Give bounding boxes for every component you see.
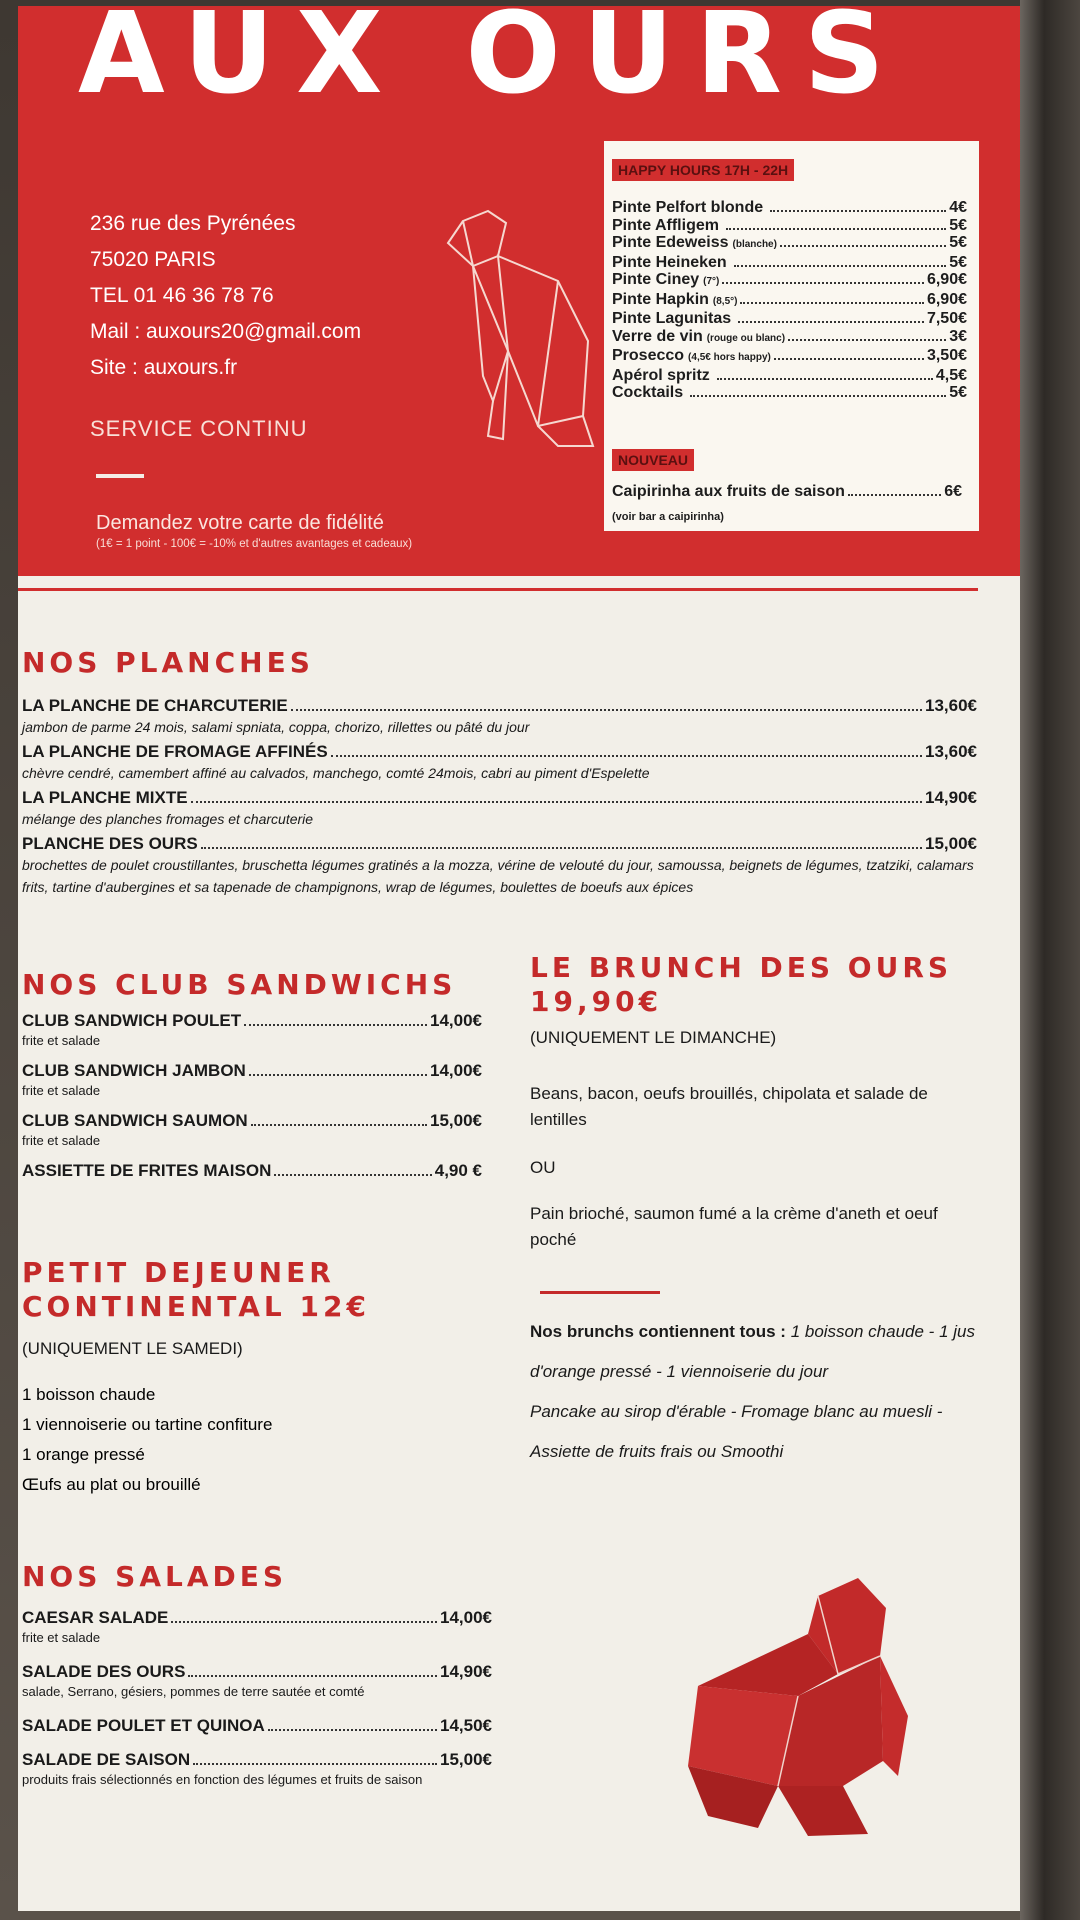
table-edge xyxy=(1020,0,1080,1920)
address-city: 75020 PARIS xyxy=(90,248,216,271)
leader-dots xyxy=(738,321,924,323)
drink-name: Pinte Hapkin xyxy=(612,290,709,308)
drink-price: 7,50€ xyxy=(926,310,967,327)
menu-item xyxy=(22,1161,482,1181)
menu-item xyxy=(22,1608,492,1648)
item-price: 14,00€ xyxy=(440,1608,492,1627)
petit-dejeuner-title: PETIT DEJEUNER xyxy=(22,1256,335,1289)
item-price: 14,00€ xyxy=(430,1011,482,1030)
leader-dots xyxy=(780,245,946,247)
drink-price: 5€ xyxy=(949,253,967,271)
drink-name: Pinte Lagunitas xyxy=(612,310,732,327)
item-name: PLANCHE DES OURS xyxy=(22,834,198,853)
drink-row xyxy=(612,367,967,385)
drink-row xyxy=(612,291,967,311)
item-name: ASSIETTE DE FRITES MAISON xyxy=(22,1161,272,1180)
leader-dots xyxy=(717,378,933,380)
origami-bear-outline-icon xyxy=(438,201,618,461)
drink-note: (rouge ou blanc) xyxy=(706,332,786,344)
clubs-section xyxy=(22,1011,482,1191)
drink-row xyxy=(612,234,967,254)
drink-name: Prosecco xyxy=(612,347,685,364)
menu-item xyxy=(22,1061,482,1101)
item-description: frite et salade xyxy=(22,1083,101,1098)
item-price: 13,60€ xyxy=(925,742,977,761)
brunch-section xyxy=(530,951,1000,1472)
brunch-rule xyxy=(540,1291,660,1294)
leader-dots xyxy=(770,210,946,212)
drink-row xyxy=(612,384,967,402)
item-name: LA PLANCHE DE CHARCUTERIE xyxy=(22,696,288,715)
drink-note: (blanche) xyxy=(732,239,777,250)
drink-price: 4,5€ xyxy=(935,366,967,384)
drink-name: Pinte Edeweiss xyxy=(612,234,729,251)
happy-hours-tag: HAPPY HOURS 17H - 22H xyxy=(612,159,794,181)
drink-price: 5€ xyxy=(949,384,967,401)
item-description: mélange des planches fromages et charcuterie xyxy=(22,811,314,827)
drink-price: 5€ xyxy=(949,234,967,251)
header-rule xyxy=(96,474,144,478)
brunch-includes-label: Nos brunchs contiennent tous : xyxy=(530,1322,786,1341)
item-description: frite et salade xyxy=(22,1630,101,1645)
drink-price: 3€ xyxy=(949,327,967,345)
drink-name: Verre de vin xyxy=(612,327,703,345)
drink-note: (8,5°) xyxy=(712,295,738,307)
item-price: 14,00€ xyxy=(430,1061,482,1080)
leader-dots xyxy=(726,228,946,230)
item-name: SALADE DES OURS xyxy=(22,1662,186,1681)
item-price: 4,90 € xyxy=(434,1161,482,1180)
drink-note: (7°) xyxy=(703,276,720,287)
item-price: 15,00€ xyxy=(925,834,977,853)
leader-dots xyxy=(274,1174,431,1176)
drink-price: 4€ xyxy=(949,199,967,216)
leader-dots xyxy=(690,395,946,397)
leader-dots xyxy=(722,282,924,284)
item-price: 14,50€ xyxy=(440,1716,492,1735)
brunch-title: LE BRUNCH DES OURS xyxy=(530,951,953,984)
petit-dejeuner-item: 1 boisson chaude xyxy=(22,1385,156,1404)
leader-dots xyxy=(251,1124,427,1126)
item-name: SALADE DE SAISON xyxy=(22,1750,191,1769)
drink-name: Apérol spritz xyxy=(612,366,710,384)
brunch-option-2: Pain brioché, saumon fumé a la crème d'aneth et oeuf poché xyxy=(530,1204,938,1249)
item-name: CLUB SANDWICH POULET xyxy=(22,1011,242,1030)
item-name: CAESAR SALADE xyxy=(22,1608,169,1627)
new-drink-note: (voir bar a caipirinha) xyxy=(612,511,724,523)
address-street: 236 rue des Pyrénées xyxy=(90,212,296,235)
drink-row xyxy=(612,328,967,348)
item-name: CLUB SANDWICH SAUMON xyxy=(22,1111,248,1130)
item-price: 15,00€ xyxy=(430,1111,482,1130)
drink-price: 5€ xyxy=(949,216,967,234)
item-price: 14,90€ xyxy=(925,788,977,807)
item-description: frite et salade xyxy=(22,1033,101,1048)
service-label: SERVICE CONTINU xyxy=(90,416,308,441)
menu-item xyxy=(22,1111,482,1151)
origami-bear-filled-icon xyxy=(668,1566,938,1866)
address-mail: Mail : auxours20@gmail.com xyxy=(90,320,362,343)
drink-price: 6,90€ xyxy=(926,271,967,288)
menu-item xyxy=(22,788,977,830)
leader-dots xyxy=(788,339,946,341)
leader-dots xyxy=(171,1621,437,1623)
brunch-includes-text: 1 boisson chaude - 1 jus d'orange pressé - 1 viennoiserie du jour xyxy=(530,1322,975,1381)
drink-price: 6€ xyxy=(944,483,962,500)
item-price: 14,90€ xyxy=(440,1662,492,1681)
drink-name: Pinte Heineken xyxy=(612,253,727,271)
address-block xyxy=(90,206,361,386)
leader-dots xyxy=(740,302,923,304)
menu-sheet xyxy=(18,6,1020,1911)
leader-dots xyxy=(188,1675,437,1677)
brunch-option-1: Beans, bacon, oeufs brouillés, chipolata et salade de lentilles xyxy=(530,1084,928,1129)
section-title: NOS PLANCHES xyxy=(22,646,314,679)
petit-dejeuner-item: 1 viennoiserie ou tartine confiture xyxy=(22,1415,273,1434)
item-description: jambon de parme 24 mois, salami spniata, coppa, chorizo, rillettes ou pâté du jour xyxy=(22,719,530,735)
petit-dejeuner-title-2: CONTINENTAL 12€ xyxy=(22,1290,370,1323)
drink-row xyxy=(612,271,967,291)
item-description: frite et salade xyxy=(22,1133,101,1148)
salades-section xyxy=(22,1608,492,1804)
drink-list xyxy=(612,199,967,402)
leader-dots xyxy=(848,494,941,496)
address-site: Site : auxours.fr xyxy=(90,356,238,379)
petit-dejeuner-item: 1 orange pressé xyxy=(22,1445,145,1464)
planches-section xyxy=(22,646,977,902)
brunch-includes xyxy=(530,1312,990,1392)
leader-dots xyxy=(191,801,922,803)
menu-item xyxy=(22,696,977,738)
loyalty-title: Demandez votre carte de fidélité xyxy=(96,512,384,534)
brunch-price: 19,90€ xyxy=(530,985,663,1018)
drink-name: Pinte Affligem xyxy=(612,216,719,234)
drink-name: Pinte Pelfort blonde xyxy=(612,199,764,216)
drink-row xyxy=(612,217,967,235)
menu-header xyxy=(18,6,1020,576)
happy-hours-board xyxy=(604,141,979,531)
drink-name: Pinte Ciney xyxy=(612,271,700,288)
drink-row xyxy=(612,199,967,217)
brunch-or: OU xyxy=(530,1158,556,1177)
leader-dots xyxy=(201,847,922,849)
leader-dots xyxy=(244,1024,427,1026)
menu-item xyxy=(22,1662,492,1702)
petit-dejeuner-item: Œufs au plat ou brouillé xyxy=(22,1475,201,1494)
section-divider xyxy=(18,588,978,591)
leader-dots xyxy=(291,709,922,711)
drink-row xyxy=(612,254,967,272)
leader-dots xyxy=(774,358,924,360)
item-description: salade, Serrano, gésiers, pommes de terre sautée et comté xyxy=(22,1684,365,1699)
drink-price: 3,50€ xyxy=(926,347,967,364)
leader-dots xyxy=(268,1729,437,1731)
drink-note: (4,5€ hors happy) xyxy=(688,352,771,363)
menu-item xyxy=(22,742,977,784)
item-description: brochettes de poulet croustillantes, bruschetta légumes gratinés a la mozza, vérine de velouté du jour, samoussa, beignets de légumes, tzatziki, calamars frits, tartine d'aubergines et sa tapenade de champignons, wrap de légumes, boulettes de boeufs aux épices xyxy=(22,857,974,895)
drink-row xyxy=(612,310,967,328)
menu-item xyxy=(22,834,977,898)
leader-dots xyxy=(193,1763,437,1765)
loyalty-terms: (1€ = 1 point - 100€ = -10% et d'autres avantages et cadeaux) xyxy=(96,538,413,550)
drink-price: 6,90€ xyxy=(926,290,967,308)
item-name: LA PLANCHE DE FROMAGE AFFINÉS xyxy=(22,742,328,761)
restaurant-title: AUX OURS xyxy=(78,6,907,119)
item-price: 13,60€ xyxy=(925,696,977,715)
menu-item xyxy=(22,1750,492,1790)
item-description: produits frais sélectionnés en fonction des légumes et fruits de saison xyxy=(22,1772,423,1787)
new-tag: NOUVEAU xyxy=(612,449,694,471)
leader-dots xyxy=(249,1074,427,1076)
petit-dejeuner-subtitle: (UNIQUEMENT LE SAMEDI) xyxy=(22,1339,243,1358)
petit-dejeuner-section xyxy=(22,1256,502,1500)
item-price: 15,00€ xyxy=(440,1750,492,1769)
address-phone: TEL 01 46 36 78 76 xyxy=(90,284,274,307)
section-title: NOS CLUB SANDWICHS xyxy=(22,968,457,1001)
drink-name: Cocktails xyxy=(612,384,684,401)
leader-dots xyxy=(331,755,922,757)
menu-item xyxy=(22,1011,482,1051)
brunch-extras: Pancake au sirop d'érable - Fromage blanc au muesli - Assiette de fruits frais ou Smoothi xyxy=(530,1402,943,1461)
section-title: NOS SALADES xyxy=(22,1560,288,1593)
new-drink-row xyxy=(612,483,962,501)
item-description: chèvre cendré, camembert affiné au calvados, manchego, comté 24mois, cabri au piment d'Espelette xyxy=(22,765,650,781)
item-name: CLUB SANDWICH JAMBON xyxy=(22,1061,246,1080)
item-name: SALADE POULET ET QUINOA xyxy=(22,1716,265,1735)
leader-dots xyxy=(734,265,947,267)
brunch-subtitle: (UNIQUEMENT LE DIMANCHE) xyxy=(530,1028,777,1047)
drink-row xyxy=(612,347,967,367)
item-name: LA PLANCHE MIXTE xyxy=(22,788,188,807)
drink-name: Caipirinha aux fruits de saison xyxy=(612,483,845,500)
menu-item xyxy=(22,1716,492,1736)
